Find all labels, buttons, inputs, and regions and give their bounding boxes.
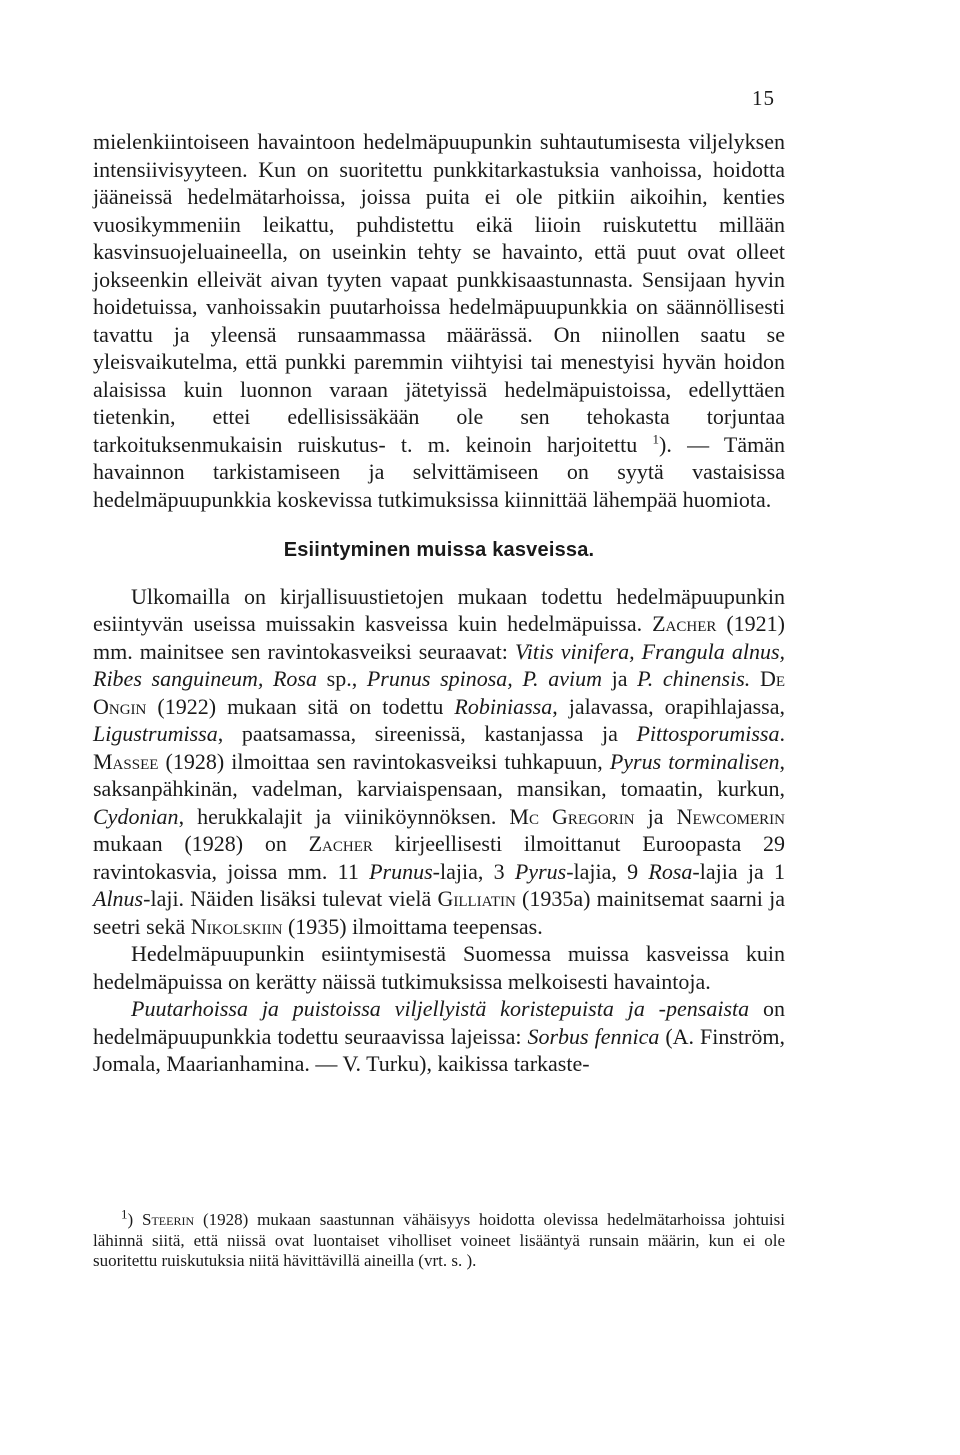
text-run: . [779, 721, 785, 746]
text-run: ja [601, 666, 638, 691]
italic-term: Vitis vinifera, Frangula alnus, Ribes sanguineum, Rosa [93, 638, 786, 691]
italic-term: Sorbus fennica [527, 1023, 660, 1049]
text-run: (1928) ilmoittaa sen ravintokasveiksi tuhkapuun, [158, 748, 610, 774]
italic-term: Alnus [93, 886, 144, 911]
author-name: Zacher [652, 611, 717, 636]
text-run: -lajia, 3 [432, 858, 515, 884]
footnote [93, 1206, 785, 1272]
italic-term: Puutarhoissa ja puistoissa viljellyistä koristepuista ja -pensaista [131, 996, 750, 1021]
footnote-marker: 1 [652, 431, 659, 447]
paragraph [93, 940, 785, 995]
text-run [750, 666, 760, 691]
text-run: , paatsamassa, sireenissä, kastanjassa ja [217, 721, 637, 746]
text-run: Ulkomailla on kirjallisuustietojen mukaan todettu hedelmäpuupunkin esiintyvän useissa muissakin kasveissa kuin hedelmäpuissa. [93, 583, 785, 636]
author-name: Mc Gregorin [509, 803, 635, 829]
italic-term: Prunus [369, 858, 433, 884]
text-run: (A. Finström, Jomala, Maarianhamina. — V. Turku), kaikissa tarkaste- [93, 1023, 785, 1076]
paragraph [93, 995, 785, 1078]
section-heading: Esiintyminen muissa kasveissa. [283, 539, 595, 561]
text-run: (1922) mukaan sitä on todettu [146, 693, 455, 719]
text-run: -lajia ja 1 [692, 858, 785, 884]
text-run: ). — Tämän havainnon tarkistamiseen ja selvittämiseen on syytä vastaisissa hedelmäpuupunkkia koskevissa tutkimuksissa kiinnittää lähempää huomiota. [93, 431, 785, 512]
italic-term: Pittosporumissa [636, 721, 780, 746]
author-name: Massee [93, 748, 159, 774]
italic-term: Pyrus [514, 858, 567, 884]
paragraph [93, 583, 785, 941]
italic-term: P. chinensis. [637, 666, 751, 691]
text-run: , saksanpähkinän, vadelman, karviaispensaan, mansikan, tomaatin, kurkun, [93, 748, 785, 801]
footnote-marker: 1 [121, 1206, 128, 1222]
author-name: Newcomerin [676, 803, 785, 829]
text-run: (1935a) mainitsemat saarni ja seetri sekä [93, 886, 785, 939]
text-run: kirjeellisesti ilmoittanut Euroopasta 29 ravintokasvia, joissa mm. 11 [93, 831, 785, 884]
text-run: Hedelmäpuupunkin esiintymisestä Suomessa muissa kasveissa kuin hedelmäpuissa on kerätty näissä tutkimuksissa melkoisesti havaintoja. [93, 941, 785, 994]
author-name: De Ongin [93, 666, 786, 719]
text-run: , herukkalajit ja viiniköynnöksen. [178, 803, 510, 829]
text-run: sp., [317, 666, 367, 691]
author-name: Gilliatin [437, 886, 516, 911]
text-run: mukaan (1928) on [93, 831, 309, 856]
text-run: ja [634, 803, 677, 829]
author-name: Nikolskiin [190, 913, 283, 939]
footnote-text [93, 1206, 785, 1272]
text-run: -lajia, 9 [566, 858, 649, 884]
italic-term: Ligustrumissa [93, 721, 218, 746]
text-run: , jalavassa, orapihlajassa, [552, 693, 785, 719]
italic-term: Cydonian [93, 803, 179, 829]
italic-term: Robiniassa [454, 693, 553, 719]
text-run: ) [127, 1210, 142, 1229]
italic-term: Rosa [648, 858, 693, 884]
text-run: mielenkiintoiseen havaintoon hedelmäpuupunkin suhtautumisesta viljelyksen intensiivisyyteen. Kun on suoritettu punkkitarkastuksia vanhoissa, hoidotta jääneissä hedelmätarhoissa, joissa puita ei ole pitkiin aikoihin, kenties vuosikymmeniin leikattu, puhdistettu eikä liioin ruiskutettu millään kasvinsuojeluaineella, on useinkin tehty se havainto, että puut ovat olleet jokseenkin elleivät aivan tyyten vapaat punkkisaastunnasta. Sensijaan hyvin hoidetuissa, vanhoissakin puutarhoissa hedelmäpuupunkkia on säännöllisesti tavattu ja yleensä runsaammassa määrässä. On niinollen saatu se yleisvaikutelma, että punkki paremmin viihtyisi tai menestyisi hyvän hoidon alaisissa kuin luonnon varaan jätetyissä hedelmäpuistoissa, edellyttäen tietenkin, ettei edellisissäkään ole sen tehokasta torjuntaa tarkoituksenmukaisin ruiskutus- t. m. keinoin harjoitettu [93, 129, 785, 457]
author-name: Zacher [308, 831, 373, 856]
italic-term: Prunus spinosa, P. avium [366, 666, 602, 691]
author-name: Steerin [142, 1210, 195, 1229]
italic-term: Pyrus torminalisen [609, 748, 780, 774]
text-run: (1935) ilmoittama teepensas. [282, 913, 543, 939]
paragraph [93, 128, 785, 513]
page-number: 15 [752, 86, 775, 110]
text-run: -laji. Näiden lisäksi tulevat vielä [143, 886, 438, 911]
text-run: (1928) mukaan saastunnan vähäisyys hoidotta olevissa hedelmätarhoissa johtuisi lähinnä siitä, että niissä ovat luontaiset viholliset voineet lisääntyä runsain määrin, kun ei ole suoritettu ruiskutuksia niitä hävittävillä aineilla (vrt. s. ). [93, 1210, 785, 1270]
text-run: on hedelmäpuupunkkia todettu seuraavissa lajeissa: [93, 996, 785, 1049]
text-run: (1921) mm. mainitsee sen ravintokasveiksi seuraavat: [93, 611, 786, 664]
body-text [93, 128, 785, 1078]
